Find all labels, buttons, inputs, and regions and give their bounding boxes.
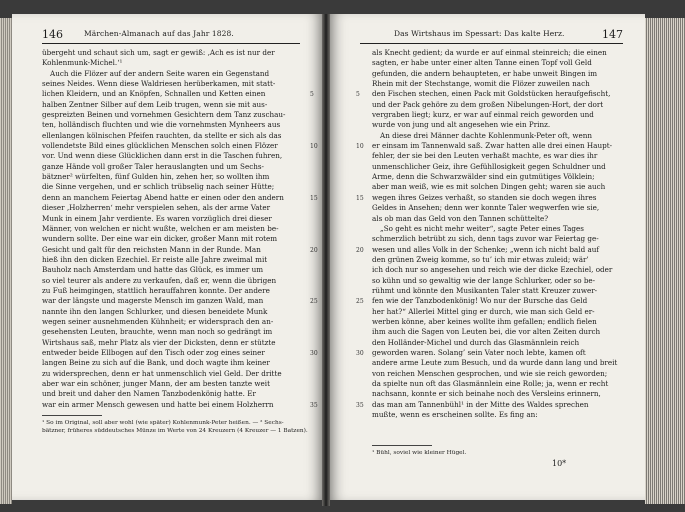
line-number: 25	[356, 298, 364, 306]
text-line: Kohlenmunk-Michel.‘¹	[42, 58, 123, 68]
text-line: vor. Und wenn diese Glücklichen dann erst in die Taschen fuhren,	[42, 151, 283, 161]
left-page-number: 146	[42, 28, 63, 41]
text-line: vollendetste Bild eines glücklichen Menschen solch einen Flözer	[42, 141, 278, 151]
left-page	[12, 14, 322, 500]
text-line: langen Beine zu sich auf die Bank, und doch wagte ihm keiner	[42, 358, 270, 368]
text-line: mußte, wenn es erscheinen sollte. Es fing an:	[372, 410, 538, 420]
text-line: wundern sollte. Der eine war ein dicker, großer Mann mit rotem	[42, 234, 278, 244]
text-line: das man am Tannenbühl¹ in der Mitte des Waldes sprechen	[372, 399, 589, 409]
text-line: Gesicht und galt für den reichsten Mann in der Runde. Man	[42, 244, 261, 254]
text-line: von reichen Menschen gesprochen, und wie sie reich geworden;	[372, 368, 608, 378]
text-line: wegen seiner ausnehmenden Kühnheit; er widersprach den an-	[42, 316, 274, 326]
text-line: zu Fuß heimgingen, stattlich herauffahren konnte. Der andere	[42, 285, 270, 295]
text-line: „So geht es nicht mehr weiter“, sagte Peter eines Tages	[380, 223, 584, 233]
text-line: Auch die Flözer auf der andern Seite waren ein Gegenstand	[50, 68, 270, 78]
right-body-text	[372, 48, 636, 420]
text-line: dieser ‚Holzherren‘ mehr verspielen sehen, als der arme Vater	[42, 203, 271, 213]
text-line: den Holländer-Michel und durch das Glasmännlein reich	[372, 337, 580, 347]
text-line: er einsam im Tannenwald saß. Zwar hatten alle drei einen Haupt-	[372, 141, 613, 151]
right-header-rule	[360, 43, 623, 44]
left-footnote-rule	[42, 415, 102, 416]
line-number: 15	[310, 194, 318, 202]
text-line: den grünen Zweig komme, so tu’ ich mir etwas zuleid; wär’	[372, 254, 589, 264]
text-line: ten, holländisch fluchten und wie die vornehmsten Mynheers aus	[42, 120, 281, 130]
line-number: 30	[356, 350, 364, 358]
text-line: gespreizten Beinen und vornehmen Gesichtern dem Tanz zuschau-	[42, 110, 286, 120]
text-line: da spielte nun oft das Glasmännlein eine Rolle; ja, wenn er recht	[372, 379, 609, 388]
text-line: ellenlangen kölnischen Pfeifen rauchten, da stellte er sich als das	[42, 130, 282, 140]
text-line: schmerzlich betrübt zu sich, denn tags zuvor war Feiertag ge-	[372, 234, 599, 244]
text-line: so viel teurer als andere zu verkaufen, daß er, wenn die übrigen	[42, 275, 277, 285]
text-line: wesen und alles Volk in der Schenke; „wenn ich nicht bald auf	[372, 244, 600, 254]
text-line: fen wie der Tanzbodenkönig! Wo nur der Bursche das Geld	[372, 296, 588, 306]
line-number: 35	[356, 401, 364, 409]
right-page-edges	[645, 18, 685, 504]
line-number: 20	[356, 246, 364, 254]
text-line: bätzner² würfelten, fünf Gulden hin, zehen her, so wollten ihm	[42, 172, 270, 182]
text-line: Geldes in Ansehen; denn wer konnte Taler wegwerfen wie sie,	[372, 203, 600, 213]
text-line: wegen ihres Geizes verhaßt, so standen sie doch wegen ihres	[372, 192, 597, 202]
text-line: rühmt und könnte den Musikanten Taler statt Kreuzer zuwer-	[372, 285, 598, 295]
text-line: halben Zentner Silber auf dem Leib trugen, wenn sie mit aus-	[42, 99, 268, 109]
text-line: unmenschlicher Geiz, ihre Gefühllosigkeit gegen Schuldner und	[372, 161, 606, 171]
text-line: nannte ihn den langen Schlurker, und diesen beneidete Munk	[42, 306, 268, 316]
text-line: ihm auch die Sagen von Leuten bei, die vor alten Zeiten durch	[372, 327, 601, 337]
text-line: gefunden, die andern behaupteten, er habe unweit Bingen im	[372, 68, 598, 78]
text-line: Bauholz nach Amsterdam und hatte das Glück, es immer um	[42, 265, 264, 275]
text-line: her hat?“ Allerlei Mittel ging er durch, wie man sich Geld er-	[372, 306, 595, 316]
text-line: Munk in einem Jahr verdiente. Es waren vorzüglich drei dieser	[42, 213, 272, 223]
left-footnote-line-2: bätzner, früheres süddeutsches Münze im Werte von 24 Kreuzern (4 Kreuzer — 1 Batzen).	[42, 428, 308, 434]
text-line: entweder beide Ellbogen auf den Tisch oder zog eines seiner	[42, 347, 265, 357]
text-line: nachsann, konnte er sich beinahe noch des Versleins erinnern,	[372, 389, 601, 399]
right-page-header	[360, 28, 623, 42]
text-line: Männer, von welchen er nicht wußte, welchen er am meisten be-	[42, 223, 279, 233]
text-line: war ein armer Mensch gewesen und hatte bei einem Holzherrn	[42, 399, 274, 409]
text-line: ich doch nur so angesehen und reich wie der dicke Ezechiel, oder	[372, 265, 613, 275]
text-line: aber war ein schöner, junger Mann, der am besten tanzte weit	[42, 379, 270, 388]
text-line: fehler, der sie bei den Leuten verhaßt machte, es war dies ihr	[372, 151, 598, 161]
line-number: 20	[310, 246, 318, 254]
text-line: so kühn und so gewaltig wie der lange Schlurker, oder so be-	[372, 275, 596, 285]
text-line: An diese drei Männer dachte Kohlenmunk-Peter oft, wenn	[380, 130, 592, 140]
line-number: 5	[310, 91, 314, 99]
right-running-head: Das Wirtshaus im Spessart: Das kalte Herz.	[394, 29, 565, 38]
book-gutter	[322, 14, 330, 506]
left-header-rule	[42, 43, 300, 44]
text-line: als Knecht gedient; da wurde er auf einmal steinreich; die einen	[372, 48, 607, 57]
right-footnote-rule	[372, 445, 432, 446]
text-line: geworden waren. Solang’ sein Vater noch lebte, kamen oft	[372, 347, 586, 357]
left-running-head: Märchen-Almanach auf das Jahr 1828.	[84, 29, 234, 38]
text-line: zu widersprechen, denn er hat unmenschlich viel Geld. Der dritte	[42, 368, 282, 378]
text-line: die Sinne vergehen, und er schlich trübselig nach seiner Hütte;	[42, 182, 275, 192]
text-line: ganze Hände voll großer Taler herauslangten und um Sechs-	[42, 161, 264, 171]
right-page	[330, 14, 645, 500]
text-line: den Fischen stechen, einen Pack mit Goldstücken heraufgefischt,	[372, 89, 611, 99]
line-number: 35	[310, 401, 318, 409]
text-line: vergraben liegt; kurz, er war auf einmal reich geworden und	[372, 110, 594, 120]
text-line: denn an manchem Feiertag Abend hatte er einen oder den andern	[42, 192, 284, 202]
text-line: lichen Kleidern, und an Knöpfen, Schnallen und Ketten einen	[42, 89, 266, 99]
text-line: Wirtshaus saß, mehr Platz als vier der Dicksten, denn er stützte	[42, 337, 276, 347]
text-line: war der längste und magerste Mensch im ganzen Wald, man	[42, 296, 264, 306]
text-line: Arme, denn die Schwarzwälder sind ein gutmütiges Völklein;	[372, 172, 595, 182]
right-page-number: 147	[602, 28, 623, 41]
text-line: andere arme Leute zum Besuch, und da wurde dann lang und breit	[372, 358, 618, 368]
text-line: werben könne, aber keines wollte ihm gefallen; endlich fielen	[372, 316, 597, 326]
text-line: als ob man das Geld von den Tannen schüttelte?	[372, 213, 549, 223]
line-number: 10	[310, 143, 318, 151]
text-line: Rhein mit der Stechstange, womit die Flözer zuweilen nach	[372, 79, 590, 89]
line-number: 30	[310, 350, 318, 358]
text-line: hieß ihn den dicken Ezechiel. Er reiste alle Jahre zweimal mit	[42, 254, 268, 264]
line-number: 25	[310, 298, 318, 306]
left-page-header	[42, 28, 300, 42]
text-line: aber man weiß, wie es mit solchen Dingen geht; waren sie auch	[372, 182, 606, 192]
text-line: seines Neides. Wenn diese Waldriesen herüberkamen, mit statt-	[42, 79, 276, 89]
right-footnote: ¹ Bühl, soviel wie kleiner Hügel.	[372, 450, 467, 456]
left-body-text	[42, 48, 308, 410]
left-footnote-line-1: ¹ So im Original, soll aber wohl (wie später) Kohlenmunk-Peter heißen. — ² Sechs-	[42, 420, 284, 426]
signature-mark: 10*	[552, 459, 567, 468]
line-number: 10	[356, 143, 364, 151]
left-page-edges	[0, 18, 12, 504]
text-line: wurde von jung und alt angesehen wie ein Prinz.	[372, 120, 551, 130]
line-number: 5	[356, 91, 360, 99]
text-line: gesehensten Leuten, brauchte, wenn man noch so gedrängt im	[42, 327, 273, 337]
text-line: übergeht und schaut sich um, sagt er gewiß: ‚Ach es ist nur der	[42, 48, 275, 57]
text-line: und breit und daher den Namen Tanzbodenkönig hatte. Er	[42, 389, 256, 399]
text-line: sagten, er habe unter einer alten Tanne einen Topf voll Geld	[372, 58, 592, 68]
text-line: und der Pack gehöre zu dem großen Nibelungen-Hort, der dort	[372, 99, 604, 109]
line-number: 15	[356, 194, 364, 202]
